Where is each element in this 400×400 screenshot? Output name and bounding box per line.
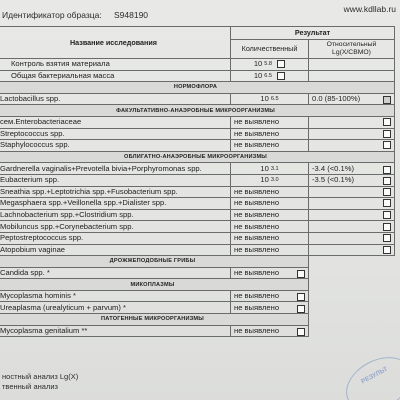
section-title: НОРМОФЛОРА [0, 82, 395, 94]
checkbox[interactable] [383, 223, 391, 231]
row-name: Streptococcus spp. [0, 128, 231, 140]
quant-text: не выявлено [234, 291, 280, 301]
column-relative-line2: Lg(X/CBMO) [332, 49, 371, 56]
quant-exponent: 6.5 [264, 72, 273, 79]
row-quantitative: не выявлено [231, 116, 309, 128]
checkbox[interactable] [297, 270, 305, 278]
checkbox[interactable] [383, 211, 391, 219]
row-relative [309, 93, 395, 105]
row-relative [309, 128, 395, 140]
row-quantitative: не выявлено [231, 209, 309, 221]
section-obligate [0, 151, 395, 163]
empty-cell [309, 290, 395, 302]
empty-cell [309, 267, 395, 279]
row-name: Контроль взятия материала [0, 59, 231, 71]
section-title: МИКОПЛАЗМЫ [0, 279, 309, 291]
table-row [0, 174, 395, 186]
section-mycoplasma [0, 279, 395, 291]
checkbox[interactable] [383, 246, 391, 254]
section-title: ФАКУЛЬТАТИВНО-АНАЭРОБНЫЕ МИКРООРГАНИЗМЫ [0, 105, 395, 117]
quant-text: не выявлено [234, 325, 280, 335]
table-row [0, 163, 395, 175]
row-quantitative [231, 174, 309, 186]
section-title: ОБЛИГАТНО-АНАЭРОБНЫЕ МИКРООРГАНИЗМЫ [0, 151, 395, 163]
quant-base: 10 [253, 59, 263, 69]
row-relative [309, 116, 395, 128]
table-row [0, 186, 395, 198]
row-relative [309, 59, 395, 71]
table-row [0, 244, 395, 256]
quant-base: 10 [260, 163, 269, 173]
results-table [0, 26, 395, 337]
row-quantitative: не выявлено [231, 186, 309, 198]
table-row [0, 128, 395, 140]
section-pathogens [0, 314, 395, 326]
row-quantitative: не выявлено [231, 128, 309, 140]
quant-base: 10 [260, 94, 269, 104]
row-relative [309, 221, 395, 233]
column-result: Результат [231, 27, 395, 40]
checkbox[interactable] [383, 166, 391, 174]
empty-cell [309, 256, 395, 268]
row-name: Mycoplasma genitalium ** [0, 325, 231, 337]
row-name: Lachnobacterium spp.+Clostridium spp. [0, 209, 231, 221]
row-quantitative [231, 93, 309, 105]
row-relative [309, 209, 395, 221]
stamp-text: РЕЗУЛЬТ [360, 365, 389, 386]
table-row [0, 267, 395, 279]
sample-id: S948190 [114, 10, 149, 20]
row-relative [309, 163, 395, 175]
section-title: ПАТОГЕННЫЕ МИКРООРГАНИЗМЫ [0, 314, 309, 326]
row-quantitative [231, 290, 309, 302]
table-row [0, 93, 395, 105]
column-relative-line1: Относительный [326, 41, 377, 48]
row-quantitative: не выявлено [231, 221, 309, 233]
row-relative [309, 232, 395, 244]
empty-cell [309, 302, 395, 314]
quant-text: не выявлено [234, 302, 280, 312]
footnote-line2: твенный анализ [2, 382, 58, 391]
table-row [0, 198, 395, 210]
checkbox[interactable] [277, 72, 285, 80]
empty-cell [309, 325, 395, 337]
relative-value: 0.0 (85-100%) [312, 94, 361, 104]
checkbox[interactable] [383, 234, 391, 242]
column-relative [309, 40, 395, 59]
row-name: Gardnerella vaginalis+Prevotella bivia+Porphyromonas spp. [0, 163, 231, 175]
row-quantitative: не выявлено [231, 244, 309, 256]
row-name: Peptostreptococcus spp. [0, 232, 231, 244]
empty-cell [309, 314, 395, 326]
table-row [0, 221, 395, 233]
row-quantitative [231, 302, 309, 314]
website: www.kdllab.ru [343, 4, 396, 14]
table-row [0, 140, 395, 152]
table-row [0, 70, 395, 82]
empty-cell [309, 279, 395, 291]
lab-stamp [337, 346, 400, 400]
section-title: ДРОЖЖЕПОДОБНЫЕ ГРИБЫ [0, 256, 309, 268]
row-quantitative [231, 59, 309, 71]
checkbox[interactable] [383, 177, 391, 185]
column-quantitative: Количественный [231, 40, 309, 59]
table-row [0, 325, 395, 337]
section-normoflora [0, 82, 395, 94]
quant-base: 10 [260, 175, 269, 185]
row-name: Candida spp. * [0, 267, 231, 279]
table-row [0, 290, 395, 302]
row-name: Eubacterium spp. [0, 174, 231, 186]
checkbox[interactable] [383, 118, 391, 126]
column-test-name: Название исследования [0, 27, 231, 59]
sample-id-label: Идентификатор образца: [2, 10, 102, 20]
row-name: Lactobacillus spp. [0, 93, 231, 105]
row-relative [309, 244, 395, 256]
section-yeast [0, 256, 395, 268]
row-relative [309, 140, 395, 152]
quant-exponent: 3.1 [270, 165, 279, 172]
footnote-line1: ностный анализ Lg(X) [2, 372, 79, 381]
row-name: Mycoplasma hominis * [0, 290, 231, 302]
relative-value: -3.5 (<0.1%) [312, 175, 354, 185]
table-row [0, 59, 395, 71]
relative-value: -3.4 (<0.1%) [312, 163, 354, 173]
checkbox[interactable] [297, 328, 305, 336]
row-quantitative [231, 325, 309, 337]
table-row [0, 209, 395, 221]
quant-exponent: 5.8 [264, 61, 273, 68]
row-quantitative [231, 163, 309, 175]
row-name: Sneathia spp.+Leptotrichia spp.+Fusobacterium spp. [0, 186, 231, 198]
checkbox[interactable] [383, 130, 391, 138]
checkbox[interactable] [297, 305, 305, 313]
checkbox[interactable] [277, 60, 285, 68]
checkbox[interactable] [383, 199, 391, 207]
quant-exponent: 6.5 [270, 96, 279, 103]
checkbox[interactable] [383, 96, 391, 104]
row-relative [309, 174, 395, 186]
checkbox[interactable] [383, 141, 391, 149]
section-facultative [0, 105, 395, 117]
row-quantitative: не выявлено [231, 232, 309, 244]
table-header-row [0, 27, 395, 40]
row-relative [309, 70, 395, 82]
row-quantitative [231, 70, 309, 82]
row-name: Ureaplasma (urealyticum + parvum) * [0, 302, 231, 314]
table-row [0, 232, 395, 244]
row-name: Megasphaera spp.+Veillonella spp.+Dialister spp. [0, 198, 231, 210]
row-quantitative: не выявлено [231, 198, 309, 210]
quant-base: 10 [253, 70, 263, 80]
checkbox[interactable] [383, 188, 391, 196]
row-name: Staphylococcus spp. [0, 140, 231, 152]
row-relative [309, 186, 395, 198]
quant-exponent: 3.0 [270, 177, 279, 184]
table-row [0, 302, 395, 314]
row-name: Общая бактериальная масса [0, 70, 231, 82]
quant-text: не выявлено [234, 267, 280, 277]
row-quantitative [231, 267, 309, 279]
row-name: Mobiluncus spp.+Corynebacterium spp. [0, 221, 231, 233]
table-row [0, 116, 395, 128]
row-name: сем.Enterobacteriaceae [0, 116, 231, 128]
row-quantitative: не выявлено [231, 140, 309, 152]
row-relative [309, 198, 395, 210]
checkbox[interactable] [297, 293, 305, 301]
row-name: Atopobium vaginae [0, 244, 231, 256]
